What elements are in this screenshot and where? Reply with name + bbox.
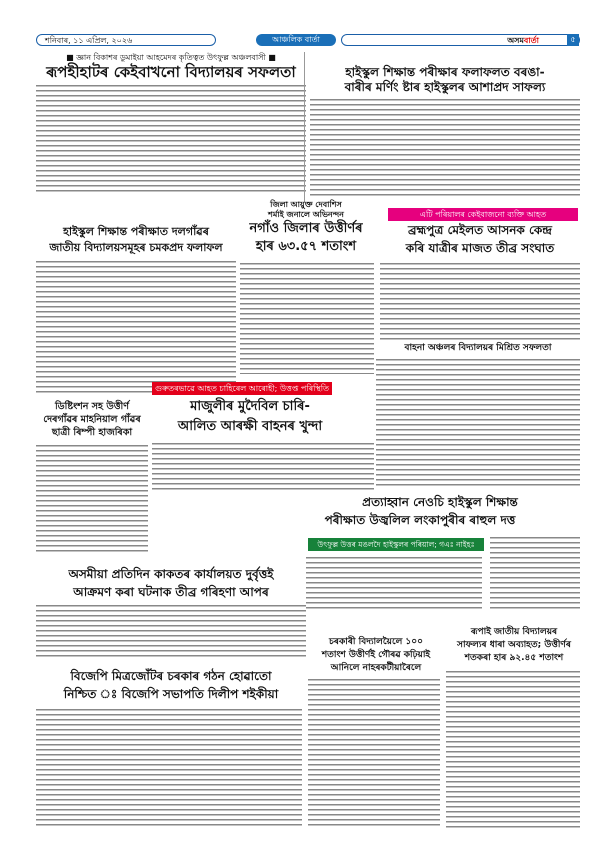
article-8-headline-line2: আলিত আৰক্ষী বাহনৰ খুন্দা bbox=[177, 419, 323, 434]
article-7-headline-line1: ডিষ্টিংশন সহ উত্তীৰ্ণ bbox=[54, 401, 130, 412]
article-4-headline-line2: হাৰ ৬৩.৫৭ শতাংশ bbox=[255, 239, 357, 254]
article-4-body bbox=[240, 262, 374, 374]
article-9-body-continued bbox=[490, 536, 580, 611]
article-10-headline-line1: অসমীয়া প্ৰতিদিন কাকতৰ কাৰ্যালয়ত দুৰ্বৃত্তই bbox=[68, 567, 274, 581]
article-11-body bbox=[308, 678, 440, 828]
article-12-headline-line3: শতকৰা হাৰ ৯২.৪৫ শতাংশ bbox=[464, 653, 564, 663]
article-5-body bbox=[380, 262, 580, 340]
article-13-headline-line1: বিজেপি মিত্ৰজোঁটৰ চৰকাৰ গঠন হোৱাতো bbox=[70, 669, 272, 683]
brand-name-part2: বাৰ্তা bbox=[523, 36, 539, 45]
brand-name-part1: অসম bbox=[507, 36, 524, 45]
article-1-headline: ৰূপহীহাটৰ কেইবাখনো বিদ্যালয়ৰ সফলতা bbox=[46, 63, 296, 81]
article-13-headline-line2: নিশ্চিত ঃ বিজেপি সভাপতি দিলীপ শইকীয়া bbox=[63, 687, 279, 701]
article-9-tagline: উৎফুল্ল উত্তৰ মঙলদৈ হাইস্কুলৰ পৰিয়াল; গএঃ নাইহঃ bbox=[308, 538, 484, 551]
issue-date: শনিবাৰ, ১১ এপ্ৰিল, ২০২৬ bbox=[36, 34, 216, 46]
article-11-headline-line1: চৰকাৰী বিদ্যালয়ৈলে ১০০ bbox=[329, 637, 423, 647]
article-5-tagline: এটি পৰিয়ালৰ কেইবাজনো ব্যক্তি আহত bbox=[388, 208, 578, 221]
article-12-headline-line2: সাফল্যৰ ধাৰা অব্যাহত; উত্তীৰ্ণৰ bbox=[457, 640, 571, 650]
column-divider bbox=[304, 52, 305, 202]
article-8-tagline: গুৰুতৰভাৱে আহত চাহিৰেল আৰোহী; উত্তপ্ত পৰিস্থিতি bbox=[152, 382, 332, 395]
article-3-headline-line2: জাতীয় বিদ্যালয়সমূহৰ চমকপ্ৰদ ফলাফল bbox=[49, 241, 223, 254]
masthead-box bbox=[341, 34, 580, 46]
page-number: ৫ bbox=[567, 34, 579, 46]
article-11-headline-line2: শতাংশ উত্তীৰ্ণই গৌৰৱ কঢ়িয়াই bbox=[321, 650, 431, 660]
article-9-body bbox=[306, 556, 482, 611]
article-1-body bbox=[36, 84, 306, 194]
article-11-headline-line3: আনিলে নাহৰকটীয়াৰৈলে bbox=[330, 663, 422, 673]
article-3-body bbox=[36, 260, 236, 395]
article-4-kicker-line2: শৰ্মাই জনালে অভিনন্দন bbox=[268, 210, 344, 219]
article-13-body bbox=[36, 708, 302, 828]
article-4-headline-line1: নগাঁও জিলাৰ উত্তীৰ্ণৰ bbox=[249, 221, 363, 236]
article-6-body bbox=[376, 358, 580, 488]
page-header bbox=[36, 34, 580, 46]
article-3-headline-line1: হাইস্কুল শিক্ষান্ত পৰীক্ষাত দলগাঁৱৰ bbox=[63, 225, 209, 238]
article-12-headline-line1: ৰূপাই জাতীয় বিদ্যালয়ৰ bbox=[470, 627, 558, 637]
article-8-body bbox=[152, 442, 374, 492]
article-8-headline-line1: মাজুলীৰ মুদৈবিল চাৰি- bbox=[190, 399, 310, 414]
article-10-headline-line2: আক্ৰমণ কৰা ঘটনাক তীব্ৰ গৰিহণা আপৰ bbox=[73, 585, 269, 599]
article-9-headline-line2: পৰীক্ষাত উজ্বলিল লংকাপুৰীৰ ৰাহুল দত্ত bbox=[324, 513, 516, 527]
article-5-headline-line1: ব্ৰহ্মপুত্ৰ মেইলত আসনক কেন্দ্ৰ bbox=[408, 223, 552, 237]
brand-logo bbox=[507, 35, 539, 46]
article-7-headline-line3: ছাত্ৰী ৰিম্পী হাজৰিকা bbox=[51, 427, 133, 438]
article-2-body bbox=[310, 98, 580, 198]
article-10-body bbox=[36, 604, 306, 660]
article-12-body bbox=[446, 670, 580, 828]
article-9-headline-line1: প্ৰত্যাহ্বান নেওচি হাইস্কুল শিক্ষান্ত bbox=[362, 495, 518, 509]
article-4-kicker-line1: জিলা আয়ুক্ত দেবাশিস bbox=[270, 200, 342, 209]
article-2-headline-line1: হাইস্কুল শিক্ষান্ত পৰীক্ষাৰ ফলাফলত বৰঙা- bbox=[345, 65, 545, 79]
section-title: আঞ্চলিক বাৰ্তা bbox=[256, 34, 336, 46]
article-1-kicker: ■ জ্ঞান বিকাশৰ ডুমাইয়া আহমেদৰ কৃতিত্বত উৎফুল্ল অঞ্চলবাসী ■ bbox=[66, 53, 276, 62]
article-5-headline-line2: কৰি যাত্ৰীৰ মাজত তীব্ৰ সংঘাত bbox=[405, 241, 555, 255]
article-7-body bbox=[36, 444, 148, 554]
article-7-headline-line2: দেৰগাঁৱৰ মাহনিয়াল গাঁৱৰ bbox=[43, 414, 141, 425]
article-2-headline-line2: বাৰীৰ মৰ্ণিং ষ্টাৰ হাইস্কুলৰ আশাপ্ৰদ সাফল্য bbox=[344, 80, 546, 94]
article-6-headline: বাহনা অঞ্চলৰ বিদ্যালয়ৰ মিশ্ৰিত সফলতা bbox=[404, 343, 552, 353]
